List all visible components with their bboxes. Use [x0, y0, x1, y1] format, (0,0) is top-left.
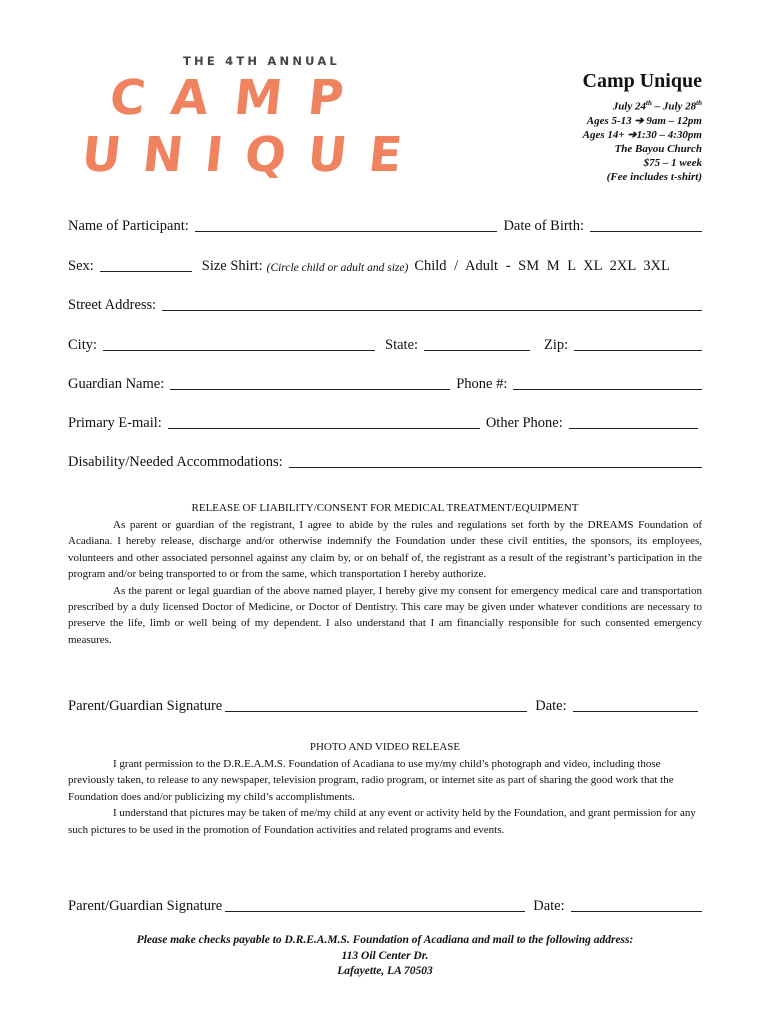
- guardian-field[interactable]: [170, 376, 450, 390]
- event-dates: July 24th – July 28th: [612, 99, 702, 113]
- street-field[interactable]: [162, 297, 702, 311]
- state-field[interactable]: [424, 337, 530, 351]
- mailing-line-3: Lafayette, LA 70503: [337, 965, 433, 977]
- email-label: Primary E-mail:: [68, 415, 162, 431]
- logo-subtitle: THE 4TH ANNUAL: [183, 54, 340, 68]
- zip-field[interactable]: [574, 337, 702, 351]
- camp-logo: [79, 52, 427, 192]
- logo-word-unique: UNIQUE: [79, 127, 427, 183]
- street-label: Street Address:: [68, 297, 157, 313]
- signature-1-date-field[interactable]: [573, 698, 698, 712]
- signature-2-date-label: Date:: [533, 898, 565, 914]
- city-label: City:: [68, 337, 98, 353]
- event-ages-young: Ages 5-13 ➔ 9am – 12pm: [586, 114, 702, 127]
- photo-release-title: PHOTO AND VIDEO RELEASE: [309, 741, 461, 753]
- row-signature-2: [68, 893, 702, 915]
- row-street: [68, 292, 702, 314]
- zip-label: Zip:: [544, 337, 569, 353]
- event-price: $75 – 1 week: [643, 156, 702, 169]
- mailing-line-2: 113 Oil Center Dr.: [341, 949, 429, 962]
- event-title: Camp Unique: [582, 70, 702, 92]
- row-name-dob: [68, 213, 702, 235]
- phone-label: Phone #:: [456, 376, 508, 392]
- email-field[interactable]: [168, 415, 480, 429]
- guardian-label: Guardian Name:: [68, 376, 165, 392]
- row-signature-1: [68, 693, 702, 715]
- signature-2-label: Parent/Guardian Signature: [68, 898, 223, 914]
- logo-word-camp: CAMP: [107, 70, 373, 126]
- row-city-state-zip: [68, 332, 702, 354]
- size-label: Size Shirt:: [201, 258, 263, 274]
- row-guardian-phone: [68, 371, 702, 393]
- mailing-instructions: [68, 933, 702, 980]
- event-location: The Bayou Church: [614, 142, 702, 155]
- signature-1-label: Parent/Guardian Signature: [68, 698, 223, 714]
- other-phone-field[interactable]: [569, 415, 698, 429]
- signature-2-date-field[interactable]: [571, 898, 702, 912]
- disability-label: Disability/Needed Accommodations:: [68, 454, 283, 470]
- name-label: Name of Participant:: [68, 218, 189, 234]
- release-title: RELEASE OF LIABILITY/CONSENT FOR MEDICAL TREATMENT/EQUIPMENT: [191, 502, 579, 514]
- dob-label: Date of Birth:: [503, 218, 584, 234]
- row-email-otherphone: [68, 410, 702, 432]
- disability-field[interactable]: [289, 454, 702, 468]
- photo-paragraph-2: I understand that pictures may be taken of me/my child at any event or activity held by the Foundation, and grant permission for any such pictures to be used in the promotion of Foundation activities and related programs and events.: [68, 807, 696, 836]
- photo-paragraph-1: I grant permission to the D.R.E.A.M.S. Foundation of Acadiana to use my/my child’s photograph and video, including those previously taken, to release to any newspaper, television program, radio program, or internet site as part of sharing the good work that the Foundation does and/or publicizing my child’s accomplishments.: [68, 758, 674, 803]
- sex-field[interactable]: [100, 258, 192, 272]
- row-disability: [68, 449, 702, 471]
- city-field[interactable]: [103, 337, 375, 351]
- phone-field[interactable]: [513, 376, 702, 390]
- event-info: [583, 70, 702, 184]
- signature-2-field[interactable]: [225, 898, 525, 912]
- size-hint: (Circle child or adult and size): [266, 262, 409, 274]
- other-phone-label: Other Phone:: [485, 415, 563, 431]
- signature-1-field[interactable]: [225, 698, 527, 712]
- release-paragraph-2: As the parent or legal guardian of the above named player, I hereby give my consent for emergency medical care and transportation prescribed by a duly licensed Doctor of Medicine, or Doctor of Dentistry. This care may be given under whatever conditions are necessary to preserve the life, limb or well being of my dependent. I also understand that I am financially responsible for such consented emergency measures.: [68, 584, 702, 646]
- event-fee-note: (Fee includes t-shirt): [606, 170, 702, 183]
- dob-field[interactable]: [590, 218, 702, 232]
- mailing-line-1: Please make checks payable to D.R.E.A.M.S. Foundation of Acadiana and mail to the following address:: [136, 934, 634, 946]
- signature-1-date-label: Date:: [535, 698, 567, 714]
- event-ages-older: Ages 14+ ➔1:30 – 4:30pm: [582, 128, 702, 141]
- release-paragraph-1: As parent or guardian of the registrant, I agree to abide by the rules and regulations set forth by the DREAMS Foundation of Acadiana. I hereby release, discharge and/or otherwise indemnify the Foundation under these civil entities, the sponsors, its employees, volunteers and other associated personnel against any claim by, or on behalf of, the registrant as a result of the registrant’s participation in the program and/or being transported to or from the same, which transportation I hereby authorize.: [68, 519, 702, 581]
- row-sex-size: [68, 253, 702, 275]
- sex-label: Sex:: [68, 258, 94, 274]
- release-text: [68, 517, 702, 648]
- name-field[interactable]: [195, 218, 498, 232]
- photo-release-text: [68, 756, 702, 838]
- state-label: State:: [385, 337, 419, 353]
- size-options[interactable]: Child / Adult - SM M L XL 2XL 3XL: [414, 258, 670, 274]
